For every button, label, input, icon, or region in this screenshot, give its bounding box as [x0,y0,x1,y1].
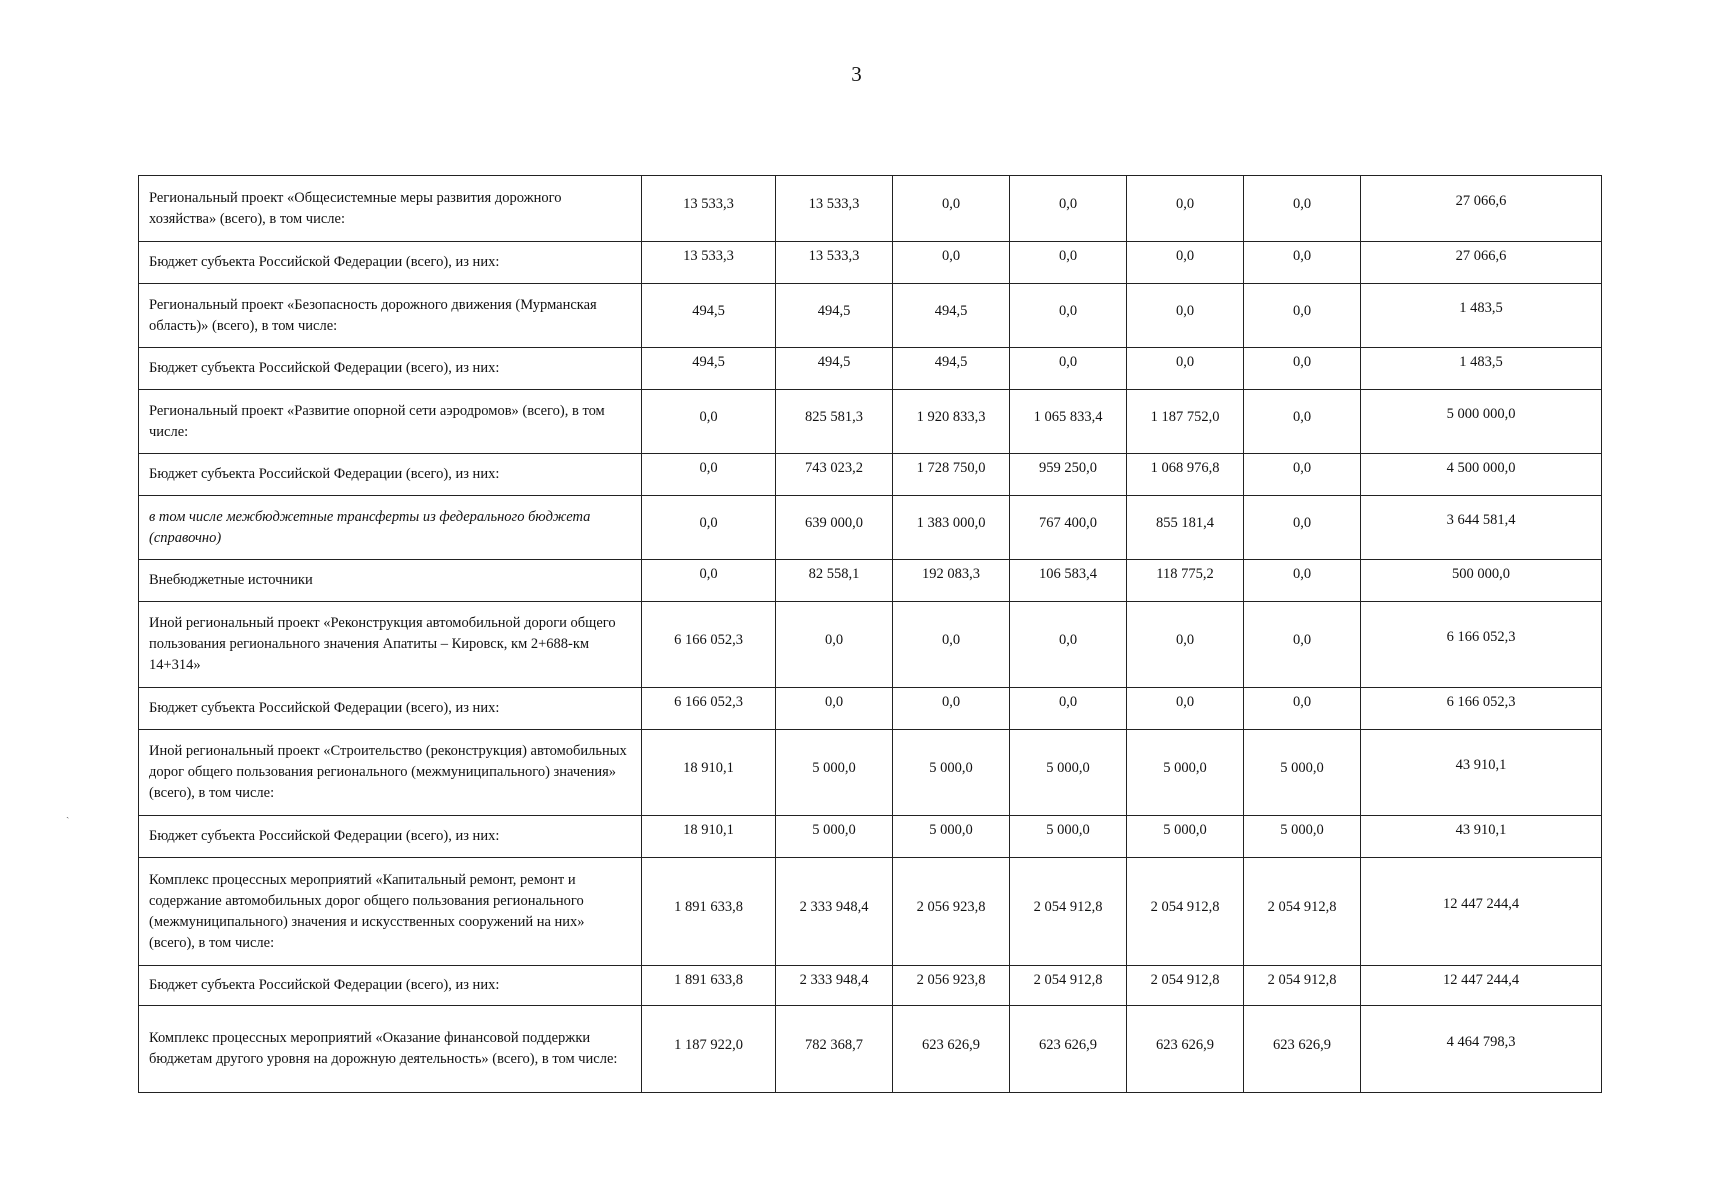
table-row [139,560,1602,602]
value-cell: 2 054 912,8 [1244,858,1361,966]
value-cell: 0,0 [893,602,1010,688]
value-cell: 192 083,3 [893,560,1010,602]
table-row [139,284,1602,348]
total-cell: 43 910,1 [1361,816,1602,858]
value-cell: 5 000,0 [893,730,1010,816]
row-label: Комплекс процессных мероприятий «Оказание финансовой поддержки бюджетам другого уровня на дорожную деятельность» (всего), в том числе: [139,1006,642,1093]
value-cell: 13 533,3 [776,242,893,284]
value-cell: 0,0 [1127,602,1244,688]
row-label: Внебюджетные источники [139,560,642,602]
value-cell: 0,0 [1010,348,1127,390]
table-row [139,454,1602,496]
value-cell: 0,0 [893,242,1010,284]
table-row [139,1006,1602,1093]
table-row [139,816,1602,858]
value-cell: 6 166 052,3 [642,602,776,688]
total-cell: 1 483,5 [1361,284,1602,348]
value-cell: 5 000,0 [1244,730,1361,816]
value-cell: 0,0 [642,496,776,560]
row-label: Бюджет субъекта Российской Федерации (всего), из них: [139,688,642,730]
table-row [139,602,1602,688]
value-cell: 494,5 [642,348,776,390]
value-cell: 1 068 976,8 [1127,454,1244,496]
total-cell: 4 500 000,0 [1361,454,1602,496]
value-cell: 0,0 [1244,560,1361,602]
value-cell: 0,0 [1127,688,1244,730]
row-label: Иной региональный проект «Реконструкция автомобильной дороги общего пользования регионального значения Апатиты – Кировск, км 2+688-км 14+314» [139,602,642,688]
value-cell: 0,0 [1127,242,1244,284]
value-cell: 623 626,9 [893,1006,1010,1093]
value-cell: 13 533,3 [642,242,776,284]
value-cell: 5 000,0 [1244,816,1361,858]
total-cell: 12 447 244,4 [1361,858,1602,966]
value-cell: 0,0 [1127,348,1244,390]
total-cell: 27 066,6 [1361,242,1602,284]
table-row [139,688,1602,730]
value-cell: 13 533,3 [642,176,776,242]
value-cell: 2 333 948,4 [776,858,893,966]
value-cell: 0,0 [1244,176,1361,242]
value-cell: 0,0 [893,176,1010,242]
value-cell: 855 181,4 [1127,496,1244,560]
value-cell: 959 250,0 [1010,454,1127,496]
value-cell: 1 187 922,0 [642,1006,776,1093]
table-body [139,176,1602,1093]
table-row [139,966,1602,1006]
value-cell: 1 891 633,8 [642,966,776,1006]
value-cell: 0,0 [1244,242,1361,284]
value-cell: 0,0 [1244,688,1361,730]
value-cell: 494,5 [642,284,776,348]
value-cell: 0,0 [1010,242,1127,284]
total-cell: 6 166 052,3 [1361,688,1602,730]
row-label: Региональный проект «Безопасность дорожного движения (Мурманская область)» (всего), в том числе: [139,284,642,348]
total-cell: 6 166 052,3 [1361,602,1602,688]
value-cell: 494,5 [893,284,1010,348]
budget-table [138,175,1602,1093]
value-cell: 0,0 [1244,602,1361,688]
value-cell: 0,0 [642,560,776,602]
value-cell: 825 581,3 [776,390,893,454]
value-cell: 0,0 [776,688,893,730]
value-cell: 0,0 [1244,496,1361,560]
value-cell: 2 333 948,4 [776,966,893,1006]
row-label: Бюджет субъекта Российской Федерации (всего), из них: [139,454,642,496]
row-label: Бюджет субъекта Российской Федерации (всего), из них: [139,242,642,284]
value-cell: 18 910,1 [642,816,776,858]
row-label: Комплекс процессных мероприятий «Капитальный ремонт, ремонт и содержание автомобильных дорог общего пользования регионального (межмуниципального) значения и искусственных сооружений на них» (всего), в том числе: [139,858,642,966]
value-cell: 0,0 [642,390,776,454]
value-cell: 2 054 912,8 [1244,966,1361,1006]
value-cell: 639 000,0 [776,496,893,560]
value-cell: 494,5 [893,348,1010,390]
stray-mark: ˎ [66,808,70,819]
value-cell: 82 558,1 [776,560,893,602]
value-cell: 2 054 912,8 [1010,858,1127,966]
value-cell: 0,0 [1244,390,1361,454]
value-cell: 0,0 [1127,284,1244,348]
value-cell: 2 054 912,8 [1127,966,1244,1006]
table-row [139,390,1602,454]
table-row [139,496,1602,560]
table-row [139,348,1602,390]
page-number: 3 [851,62,862,86]
total-cell: 12 447 244,4 [1361,966,1602,1006]
value-cell: 0,0 [1244,454,1361,496]
row-label: Бюджет субъекта Российской Федерации (всего), из них: [139,816,642,858]
row-label: в том числе межбюджетные трансферты из федерального бюджета (справочно) [139,496,642,560]
value-cell: 0,0 [1010,688,1127,730]
row-label: Иной региональный проект «Строительство (реконструкция) автомобильных дорог общего пользования регионального (межмуниципального) значения» (всего), в том числе: [139,730,642,816]
value-cell: 743 023,2 [776,454,893,496]
value-cell: 5 000,0 [1127,730,1244,816]
value-cell: 5 000,0 [1010,730,1127,816]
table-row [139,858,1602,966]
total-cell: 27 066,6 [1361,176,1602,242]
value-cell: 0,0 [893,688,1010,730]
table-row [139,242,1602,284]
value-cell: 782 368,7 [776,1006,893,1093]
row-label: Региональный проект «Общесистемные меры развития дорожного хозяйства» (всего), в том числе: [139,176,642,242]
value-cell: 2 054 912,8 [1127,858,1244,966]
value-cell: 0,0 [1010,176,1127,242]
value-cell: 0,0 [776,602,893,688]
value-cell: 2 054 912,8 [1010,966,1127,1006]
value-cell: 494,5 [776,348,893,390]
value-cell: 1 383 000,0 [893,496,1010,560]
row-label: Бюджет субъекта Российской Федерации (всего), из них: [139,966,642,1006]
total-cell: 4 464 798,3 [1361,1006,1602,1093]
value-cell: 494,5 [776,284,893,348]
value-cell: 1 187 752,0 [1127,390,1244,454]
value-cell: 5 000,0 [893,816,1010,858]
value-cell: 6 166 052,3 [642,688,776,730]
table-row [139,176,1602,242]
value-cell: 1 728 750,0 [893,454,1010,496]
value-cell: 5 000,0 [1127,816,1244,858]
value-cell: 0,0 [642,454,776,496]
table-row [139,730,1602,816]
value-cell: 13 533,3 [776,176,893,242]
value-cell: 1 065 833,4 [1010,390,1127,454]
value-cell: 0,0 [1127,176,1244,242]
value-cell: 5 000,0 [1010,816,1127,858]
value-cell: 623 626,9 [1244,1006,1361,1093]
value-cell: 118 775,2 [1127,560,1244,602]
row-label: Бюджет субъекта Российской Федерации (всего), из них: [139,348,642,390]
value-cell: 2 056 923,8 [893,858,1010,966]
value-cell: 1 891 633,8 [642,858,776,966]
value-cell: 0,0 [1244,348,1361,390]
value-cell: 2 056 923,8 [893,966,1010,1006]
total-cell: 1 483,5 [1361,348,1602,390]
total-cell: 43 910,1 [1361,730,1602,816]
row-label: Региональный проект «Развитие опорной сети аэродромов» (всего), в том числе: [139,390,642,454]
value-cell: 767 400,0 [1010,496,1127,560]
value-cell: 0,0 [1244,284,1361,348]
value-cell: 106 583,4 [1010,560,1127,602]
value-cell: 1 920 833,3 [893,390,1010,454]
total-cell: 500 000,0 [1361,560,1602,602]
value-cell: 18 910,1 [642,730,776,816]
value-cell: 623 626,9 [1127,1006,1244,1093]
value-cell: 0,0 [1010,284,1127,348]
total-cell: 5 000 000,0 [1361,390,1602,454]
value-cell: 5 000,0 [776,730,893,816]
value-cell: 623 626,9 [1010,1006,1127,1093]
total-cell: 3 644 581,4 [1361,496,1602,560]
value-cell: 0,0 [1010,602,1127,688]
value-cell: 5 000,0 [776,816,893,858]
